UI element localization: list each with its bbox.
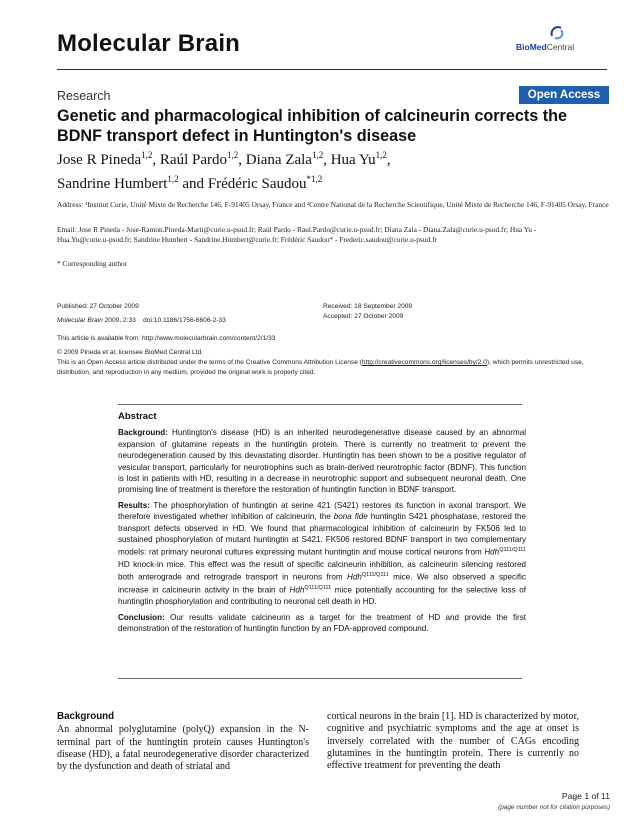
author-emails[interactable]: Email: Jose R Pineda - Jose-Ramon.Pineda-Marti@curie.u-psud.fr; Raúl Pardo - Raul.Pardo@curie.u-psud.fr; Diana Zala - Diana.Zala@curie.u-psud.fr; Hua Yu - Hua.Yu@curie.u-psud.fr; Sandrine Humbert - Sandrine.Humbert@curie.fr; Frédéric Saudou* - Frederic.saudou@curie.u-psud.fr <box>57 225 537 245</box>
author: Sandrine Humbert$^{1,2}$ and <box>57 174 208 192</box>
doi: doi:10.1186/1756-6606-2-33 <box>143 317 226 324</box>
abstract-top-rule <box>118 404 522 405</box>
article-url[interactable]: This article is available from: http://www.molecularbrain.com/content/2/1/33 <box>57 335 276 342</box>
author: Raúl Pardo$^{1,2}$, <box>159 150 246 168</box>
background-heading: Background <box>57 711 115 722</box>
publication-info <box>57 302 317 326</box>
copyright-line: © 2009 Pineda et al; licensee BioMed Central Ltd. <box>57 349 203 356</box>
page-number: Page 1 of 11 <box>561 791 610 801</box>
biomed-central-logo <box>516 24 596 56</box>
abstract-heading: Abstract <box>118 411 157 422</box>
published-date: Published: 27 October 2009 <box>57 303 139 310</box>
abstract <box>118 411 526 638</box>
received-accepted <box>323 302 523 322</box>
license-link[interactable]: http://creativecommons.org/licenses/by/2.0 <box>361 359 487 366</box>
header-divider <box>57 69 607 70</box>
page-number-note: (page number not for citation purposes) <box>498 804 610 811</box>
abstract-bottom-rule <box>118 678 522 679</box>
journal-title: Molecular Brain <box>57 30 241 57</box>
article-title: Genetic and pharmacological inhibition of calcineurin corrects the BDNF transport defect in Huntington's disease <box>57 107 568 145</box>
accepted-date: Accepted: 27 October 2009 <box>323 313 404 320</box>
body-column-right <box>327 711 579 772</box>
received-date: Received: 18 September 2009 <box>323 303 413 310</box>
citation-volume: 2009, 2:33 <box>102 317 136 324</box>
abstract-conclusion: Conclusion: Our results validate calcineurin as a target for the treatment of HD and provide the first demonstration of the restoration of huntingtin function by an FDA-approved compound. <box>118 612 526 633</box>
open-access-badge: Open Access <box>519 86 609 104</box>
body-paragraph: cortical neurons in the brain [1]. HD is characterized by motor, cognitive and psychiatric symptoms and the age at onset is inversely correlated with the number of CAGs encoding glutamines in the huntingtin protein. There is currently no effective treatment for preventing the death <box>327 711 579 772</box>
author: Jose R Pineda$^{1,2}$, <box>57 150 160 168</box>
citation-journal: Molecular Brain <box>57 317 103 324</box>
body-paragraph: An abnormal polyglutamine (polyQ) expansion in the N-terminal part of the huntingtin protein causes Huntington's disease (HD), a fatal neurodegenerative disorder characterized by the dysfunction and death of striatal and <box>57 724 309 773</box>
section-label: Research <box>57 89 111 103</box>
author-list <box>57 146 609 194</box>
corresponding-author-note: * Corresponding author <box>57 259 128 268</box>
biomed-swirl-icon <box>548 24 566 42</box>
logo-brand: BioMed <box>516 42 547 52</box>
author: Diana Zala$^{1,2}$, <box>245 150 331 168</box>
copyright-license: © 2009 Pineda et al; licensee BioMed Central Ltd. This is an Open Access article distributed under the terms of the Creative Commons Attribution License (http://creativecommons.org/licenses/by/2.0), which permits unrestricted use, distribution, and reproduction in any medium, provided the original work is properly cited. <box>57 348 612 378</box>
abstract-background: Background: Huntington's disease (HD) is an inherited neurodegenerative disease caused by an abnormal expansion of glutamine repeats in the huntingtin protein. There is currently no treatment to prevent the neurodegeneration caused by this devastating disorder. Huntingtin has been shown to be a positive regulator of vesicular transport, particularly for neurotrophins such as brain-derived neurotrophic factor (BDNF). This function is lost in patients with HD, resulting in a decrease in neurotrophic support and subsequent neuronal death. One promising line of treatment is therefore the restoration of huntingtin function in BDNF transport. <box>118 428 526 495</box>
author: Frédéric Saudou$^{*1,2}$ <box>207 174 323 192</box>
body-column-left <box>57 711 309 773</box>
author: Hua Yu$^{1,2}$, <box>330 150 391 168</box>
affiliation-address: Address: ¹Institut Curie, Unité Mixte de Recherche 146, F-91405 Orsay, France and ²Centre National de la Recherche Scientifique, Unité Mixte de Recherche 146, F-91405 Orsay, France <box>57 200 609 209</box>
abstract-results: Results: The phosphorylation of huntingtin at serine 421 (S421) restores its function in axonal transport. We therefore investigated whether inhibition of calcineurin, the bona fide huntingtin S421 phosphatase, restored the transport defects observed in HD. We found that pharmacological inhibition of calcineurin by FK506 led to sustained phosphorylation of mutant huntingtin at S421. FK506 restored BDNF transport in two complementary models: rat primary neuronal cultures expressing mutant huntingtin and mouse cortical neurons from Hdh$^{Q111/Q111}$ HD knock-in mice. This effect was the result of specific calcineurin inhibition, as calcineurin silencing restored both anterograde and retrograde transport in neurons from Hdh$^{Q111/Q111}$ mice. We also observed a specific increase in calcineurin activity in the brain of Hdh$^{Q111/Q111}$ mice potentially accounting for the selective loss of huntingtin phosphorylation and contributing to neuronal cell death in HD. <box>118 500 527 607</box>
logo-suffix: Central <box>546 42 575 52</box>
